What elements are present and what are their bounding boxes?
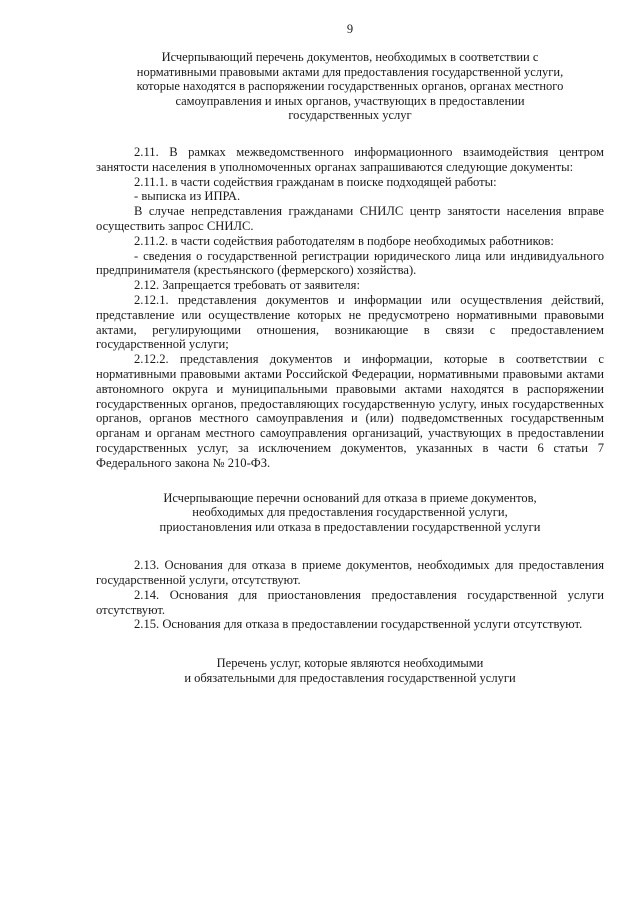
heading-line: государственных услуг xyxy=(288,108,412,123)
section-refusal-grounds xyxy=(96,558,604,632)
paragraph-2-12: 2.12. Запрещается требовать от заявителя: xyxy=(134,278,360,293)
paragraph-registration: - сведения о государственной регистрации юридического лица или индивидуального предпринимателя (крестьянского (фермерского) хозяйства). xyxy=(96,248,604,278)
heading-required-services xyxy=(96,656,604,685)
paragraph-2-11-1: 2.11.1. в части содействия гражданам в поиске подходящей работы: xyxy=(134,174,497,189)
paragraph-2-11: 2.11. В рамках межведомственного информационного взаимодействия центром занятости населения в уполномоченных органах запрашиваются следующие документы: xyxy=(96,144,604,174)
paragraph-2-11-2: 2.11.2. в части содействия работодателям в подборе необходимых работников: xyxy=(134,233,554,248)
heading-line: Перечень услуг, которые являются необходимыми xyxy=(216,656,484,671)
heading-line: приостановления или отказа в предоставлении государственной услуги xyxy=(159,519,541,534)
paragraph-ipra: - выписка из ИПРА. xyxy=(134,189,241,204)
heading-refusal-grounds xyxy=(96,491,604,535)
section-interagency-documents xyxy=(96,145,604,471)
heading-line: Исчерпывающие перечни оснований для отказа в приеме документов, xyxy=(163,490,537,505)
paragraph-2-13: 2.13. Основания для отказа в приеме документов, необходимых для предоставления государственной услуги, отсутствуют. xyxy=(96,558,604,588)
paragraph-2-12-2: 2.12.2. представления документов и информации, которые в соответствии с нормативными правовыми актами Российской Федерации, нормативными правовыми актами автономного округа и муниципальными правовыми актами находятся в распоряжении государственных органов, предоставляющих государственную услугу, иных государственных органов, органов местного самоуправления и (или) подведомственных государственным органам и органам местного самоуправления организаций, участвующих в предоставлении государственных услуг, за исключением документов, указанных в части 6 статьи 7 Федерального закона № 210-ФЗ. xyxy=(96,352,604,470)
heading-line: самоуправления и иных органов, участвующих в предоставлении xyxy=(175,93,525,108)
heading-line: Исчерпывающий перечень документов, необходимых в соответствии с xyxy=(161,50,539,64)
heading-documents-list xyxy=(96,50,604,123)
heading-line: необходимых для предоставления государственной услуги, xyxy=(192,505,508,520)
heading-line: нормативными правовыми актами для предоставления государственной услуги, xyxy=(136,64,564,79)
paragraph-2-15: 2.15. Основания для отказа в предоставлении государственной услуги отсутствуют. xyxy=(134,617,583,632)
paragraph-snils: В случае непредставления гражданами СНИЛС центр занятости населения вправе осуществить запрос СНИЛС. xyxy=(96,204,604,233)
page-number: 9 xyxy=(346,22,354,36)
heading-line: которые находятся в распоряжении государственных органов, органах местного xyxy=(136,79,564,94)
heading-line: и обязательными для предоставления государственной услуги xyxy=(184,670,516,685)
paragraph-2-14: 2.14. Основания для приостановления предоставления государственной услуги отсутствуют. xyxy=(96,587,604,617)
paragraph-2-12-1: 2.12.1. представления документов и информации или осуществления действий, представление или осуществление которых не предусмотрено нормативными правовыми актами, регулирующими отношения, возникающие в связи с предоставлением государственной услуги; xyxy=(96,292,604,352)
